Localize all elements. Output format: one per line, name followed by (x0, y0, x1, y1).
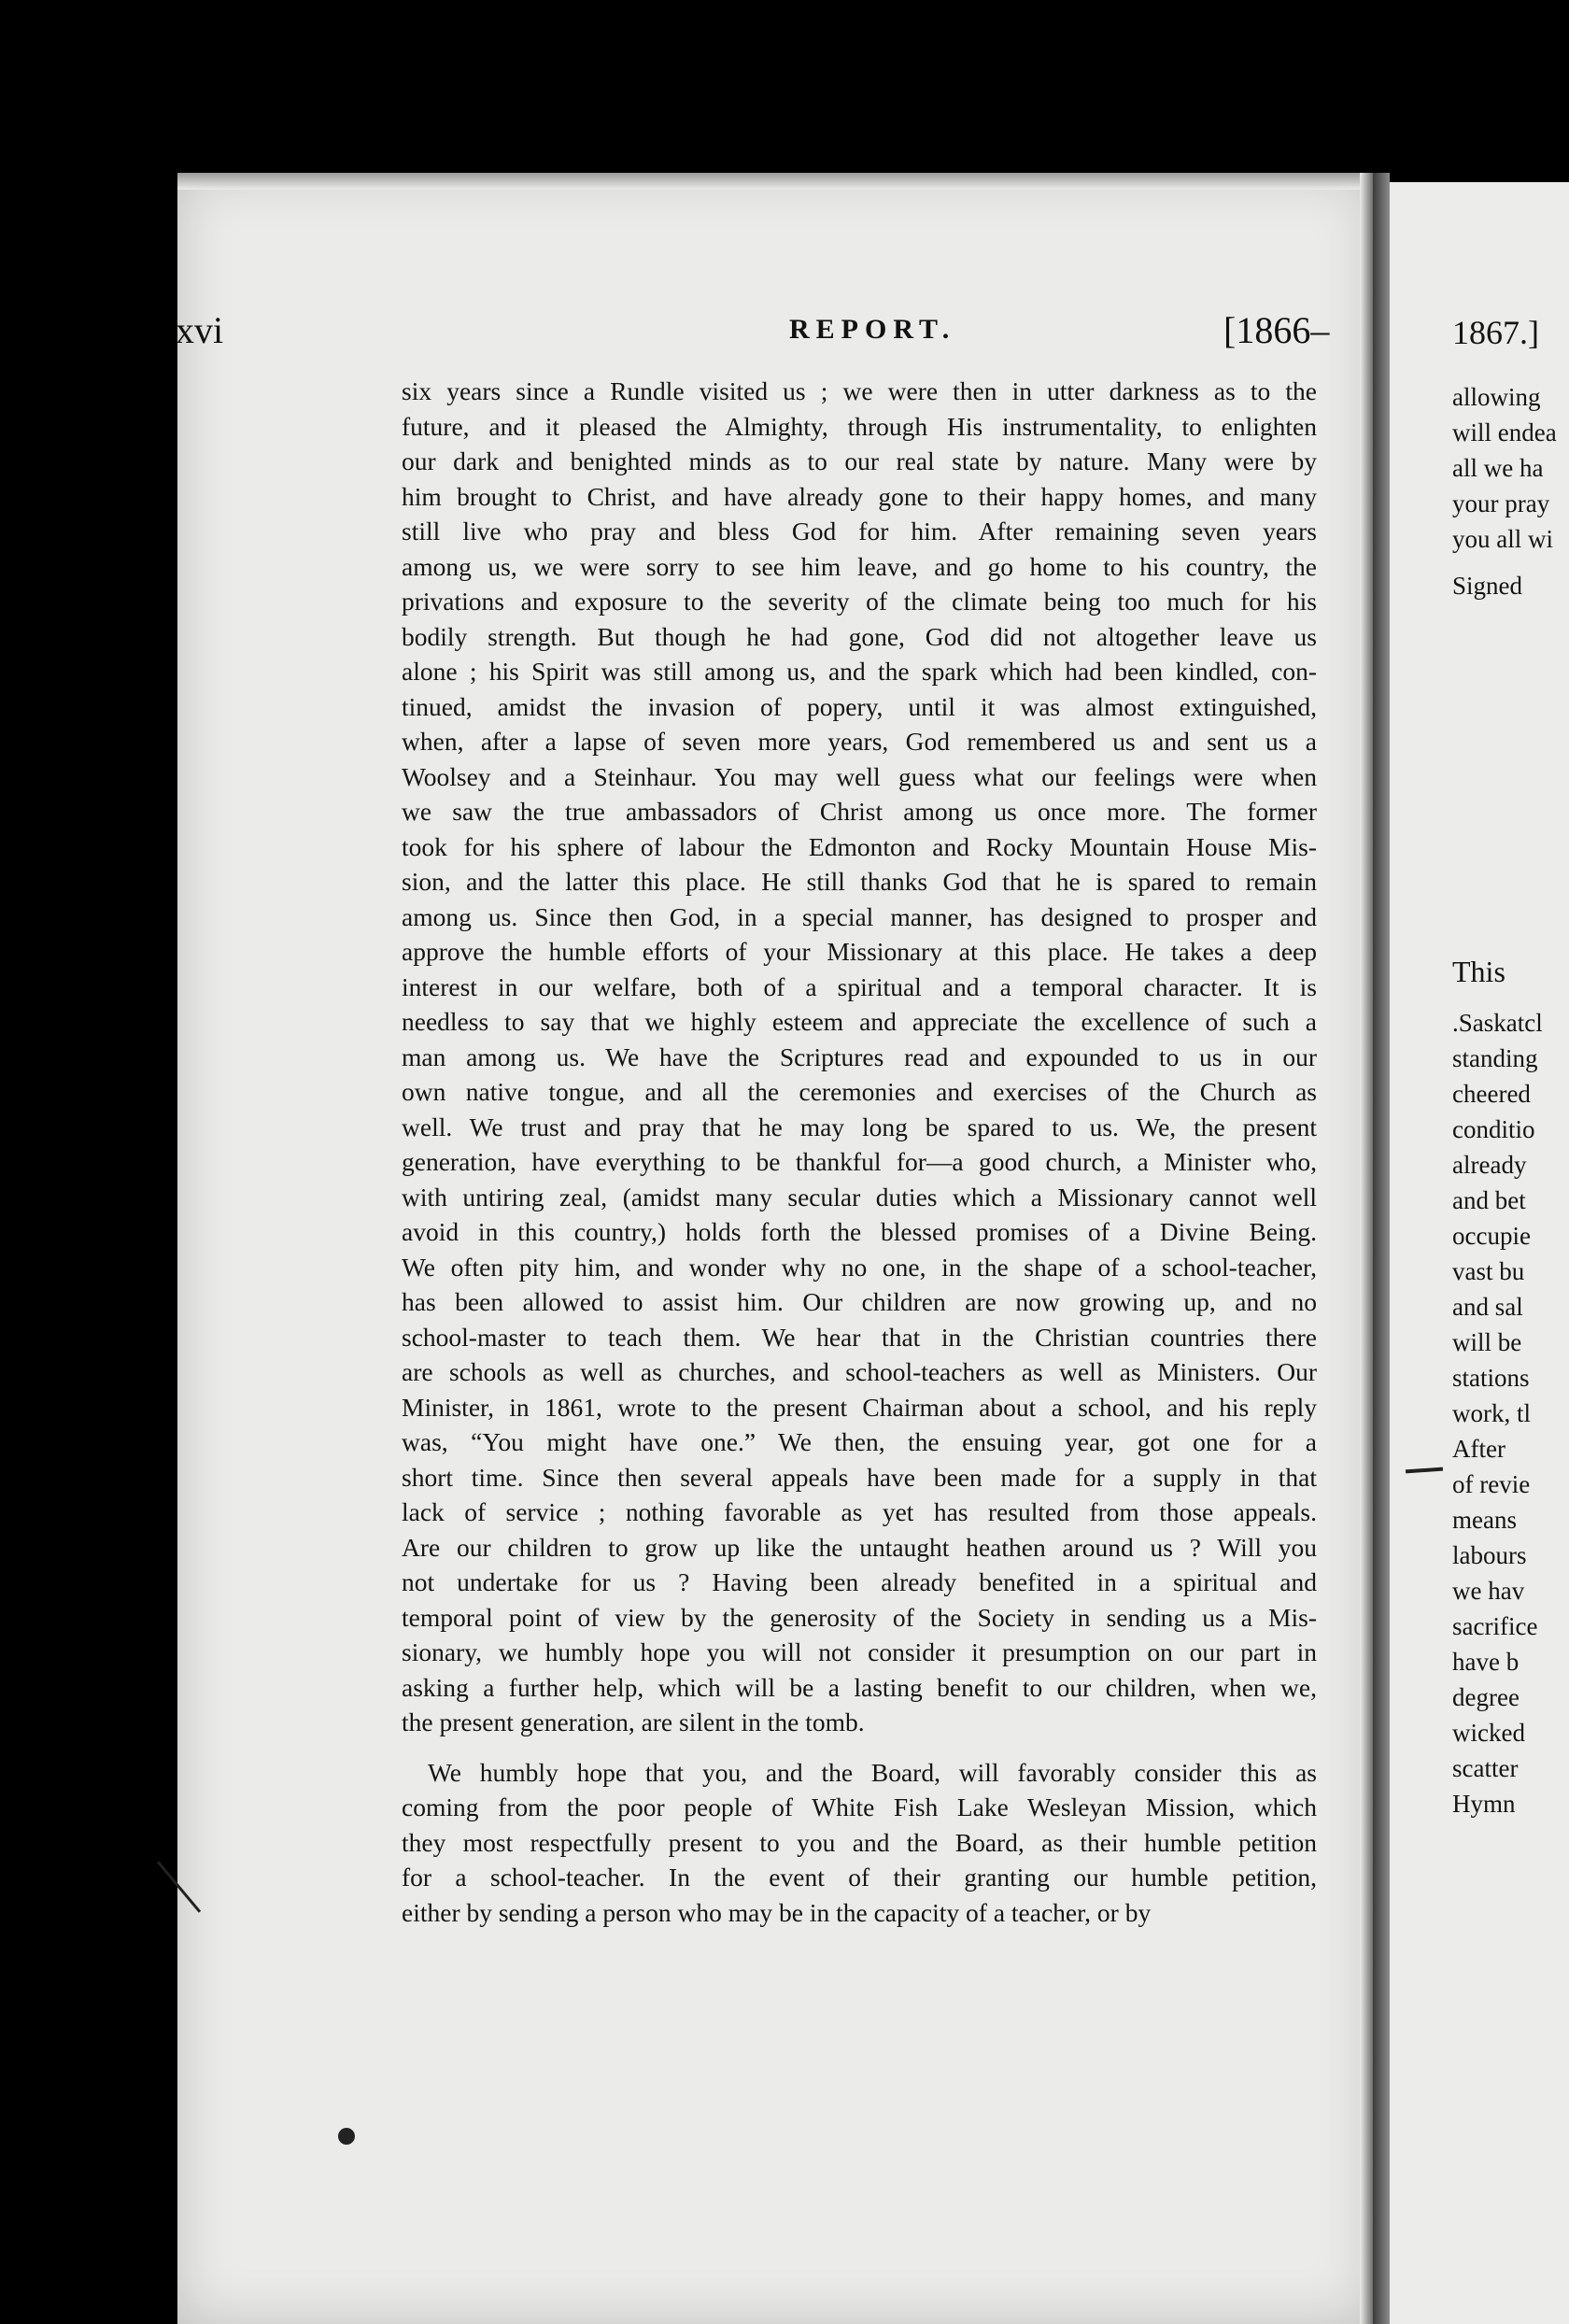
text-line: either by sending a person who may be in the capacity of a teacher, or by (402, 1897, 1152, 1927)
text-line: sionary, we humbly hope you will not consider it presumption on our part in (402, 1637, 1317, 1666)
facing-page-line: scatter (1452, 1754, 1519, 1782)
text-line: asking a further help, which will be a lasting benefit to our children, when we, (402, 1672, 1317, 1702)
text-line: our dark and benighted minds as to our real state by nature. Many were by (402, 446, 1317, 475)
paragraph-2 (402, 1755, 1317, 1931)
facing-page-line: your pray (1452, 489, 1550, 517)
facing-page-line: standing (1452, 1044, 1538, 1072)
text-line: when, after a lapse of seven more years, God remembered us and sent us a (402, 727, 1317, 756)
facing-page-line: .Saskatcl (1452, 1009, 1543, 1037)
facing-page-line: Hymn (1452, 1790, 1516, 1818)
book-gutter (1373, 173, 1390, 2324)
text-line: six years since a Rundle visited us ; we were then in utter darkness as to the (402, 376, 1317, 405)
text-line: are schools as well as churches, and school-teachers as well as Ministers. Our (402, 1357, 1317, 1386)
facing-page-line: labours (1452, 1541, 1527, 1569)
text-line: bodily strength. But though he had gone, God did not altogether leave us (402, 621, 1317, 651)
facing-page-line: cheered (1452, 1080, 1531, 1108)
text-line: among us, we were sorry to see him leave, and go home to his country, the (402, 551, 1317, 581)
facing-page-line: wicked (1452, 1719, 1525, 1747)
text-line: they most respectfully present to you and the Board, as their humble petition (402, 1827, 1317, 1857)
body-text (402, 374, 1317, 1930)
facing-page-line: of revie (1452, 1470, 1531, 1498)
facing-page-line: degree (1452, 1683, 1520, 1711)
text-line: Woolsey and a Steinhaur. You may well guess what our feelings were when (402, 761, 1317, 791)
facing-page-line: sacrifice (1452, 1612, 1538, 1640)
facing-page-line: This (1452, 955, 1505, 988)
facing-page-line: conditio (1452, 1115, 1535, 1143)
text-line: still live who pray and bless God for him. After remaining seven years (402, 517, 1317, 546)
facing-page-line: will endea (1452, 418, 1557, 446)
facing-page-line: occupie (1452, 1222, 1531, 1250)
text-line: privations and exposure to the severity of the climate being too much for his (402, 587, 1317, 616)
text-line: future, and it pleased the Almighty, through His instrumentality, to enlighten (402, 411, 1317, 441)
text-line: him brought to Christ, and have already gone to their happy homes, and many (402, 481, 1317, 511)
text-line: school-master to teach them. We hear that in the Christian countries there (402, 1322, 1317, 1352)
text-line: not undertake for us ? Having been already benefited in a spiritual and (402, 1567, 1317, 1596)
facing-page-line: all we ha (1452, 454, 1544, 482)
text-line: was, “You might have one.” We then, the ensuing year, got one for a (402, 1427, 1317, 1456)
facing-page-line: we hav (1452, 1577, 1525, 1605)
text-line: generation, have everything to be thankful for—a good church, a Minister who, (402, 1147, 1317, 1176)
text-line: short time. Since then several appeals have been made for a supply in that (402, 1462, 1317, 1492)
facing-page-line: means (1452, 1506, 1517, 1534)
paragraph-1 (402, 374, 1317, 1740)
text-line: We humbly hope that you, and the Board, will favorably consider this as (428, 1757, 1317, 1787)
text-line: with untiring zeal, (amidst many secular duties which a Missionary cannot well (402, 1182, 1317, 1212)
text-line: took for his sphere of labour the Edmonton and Rocky Mountain House Mis- (402, 831, 1317, 861)
text-line: approve the humble efforts of your Missionary at this place. He takes a deep (402, 937, 1317, 966)
facing-page-line: you all wi (1452, 525, 1553, 553)
text-line: the present generation, are silent in the tomb. (402, 1708, 865, 1736)
text-line: alone ; his Spirit was still among us, and the spark which had been kindled, con- (402, 657, 1317, 686)
text-line: man among us. We have the Scriptures read and expounded to us in our (402, 1042, 1317, 1071)
text-line: coming from the poor people of White Fish Lake Wesleyan Mission, which (402, 1793, 1317, 1821)
text-line: Are our children to grow up like the untaught heathen around us ? Will you (402, 1532, 1317, 1562)
date-range: [1866– (1223, 309, 1330, 351)
text-line: well. We trust and pray that he may long be spared to us. We, the present (402, 1112, 1317, 1141)
facing-page-line: After (1452, 1435, 1505, 1463)
facing-page-line: work, tl (1452, 1399, 1531, 1427)
facing-page-line: allowing (1452, 383, 1541, 411)
text-line: tinued, amidst the invasion of popery, until it was almost extinguished, (402, 691, 1317, 721)
text-line: lack of service ; nothing favorable as yet has resulted from those appeals. (402, 1497, 1317, 1526)
text-line: avoid in this country,) holds forth the blessed promises of a Divine Being. (402, 1217, 1317, 1246)
text-line: for a school-teacher. In the event of their granting our humble petition, (402, 1863, 1317, 1892)
text-line: own native tongue, and all the ceremonies and exercises of the Church as (402, 1077, 1317, 1106)
text-line: sion, and the latter this place. He still thanks God that he is spared to remain (402, 867, 1317, 896)
facing-page-line: will be (1452, 1328, 1522, 1356)
text-line: temporal point of view by the generosity of the Society in sending us a Mis- (402, 1602, 1317, 1632)
facing-page-line: Signed (1452, 572, 1523, 600)
facing-page-line: stations (1452, 1364, 1530, 1392)
text-line: We often pity him, and wonder why no one, in the shape of a school-teacher, (402, 1252, 1317, 1282)
text-line: interest in our welfare, both of a spiritual and a temporal character. It is (402, 971, 1317, 1001)
facing-page-line: and sal (1452, 1293, 1523, 1321)
text-line: Minister, in 1861, wrote to the present Chairman about a school, and his reply (402, 1392, 1317, 1422)
text-line: needless to say that we highly esteem and appreciate the excellence of such a (402, 1007, 1317, 1036)
facing-page-line: and bet (1452, 1186, 1526, 1214)
text-line: we saw the true ambassadors of Christ among us once more. The former (402, 797, 1317, 826)
facing-page-line: 1867.] (1452, 314, 1539, 351)
facing-page-line: vast bu (1452, 1257, 1525, 1285)
facing-page-line: already (1452, 1151, 1527, 1179)
text-line: among us. Since then God, in a special manner, has designed to prosper and (402, 901, 1317, 931)
ink-spot (338, 2128, 355, 2145)
running-head: REPORT. (789, 314, 956, 345)
facing-page-line: have b (1452, 1648, 1520, 1676)
text-line: has been allowed to assist him. Our children are now growing up, and no (402, 1287, 1317, 1316)
page-number: xvi (176, 309, 224, 351)
